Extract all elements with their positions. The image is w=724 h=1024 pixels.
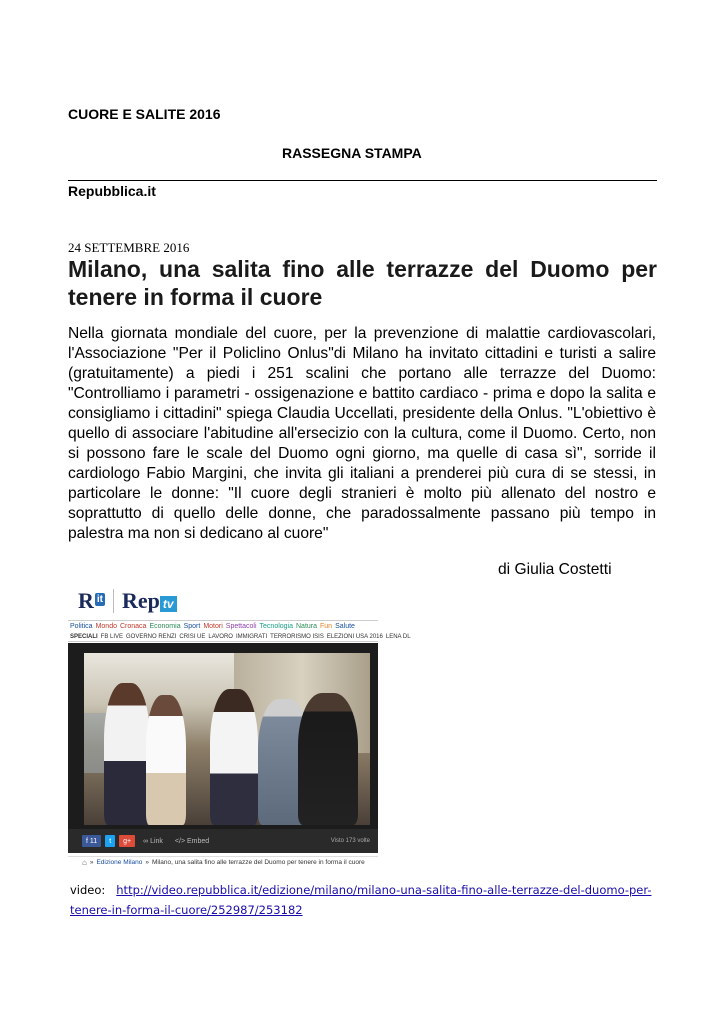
video-label: video: (70, 883, 106, 897)
divider (68, 180, 657, 181)
video-player (68, 643, 378, 829)
article-body: Nella giornata mondiale del cuore, per la prevenzione di malattie cardiovascolari, l'Associazione "Per il Policlino Onlus"di Milano ha invitato cittadini e turisti a salire (gratuitamente) a piedi i 251 scalini che portano alle terrazze del Duomo: "Controlliamo i parametri - ossigenazione e battito cardiaco - prima e dopo la salita e consigliamo i cittadini" spiega Claudia Uccellati, presidente della Onlus. "L'obiettivo è quello di associare l'abitudine all'ersecizio con la cultura, come il Duomo. Certo, non si possono fare le scale del Duomo ogni giorno, ma quelle di casa sì", sorride il cardiologo Fabio Margini, che invita gli italiani a prenderei più cura di se stessi, in particolare le donne: "Il cuore degli stranieri è molto più allenato del nostro e soprattutto di quello delle donne, che paradossalmente passano più tempo in palestra ma non si dedicano al cuore" (68, 325, 656, 542)
video-url-link[interactable]: http://video.repubblica.it/edizione/milano/milano-una-salita-fino-alle-terrazze-del-duomo-per-tenere-in-forma-il-cuore/252987/253182 (70, 883, 652, 917)
home-icon[interactable]: ⌂ (82, 858, 87, 867)
subnav-item[interactable]: TERRORISMO ISIS (270, 633, 324, 640)
breadcrumb-section[interactable]: Edizione Milano (96, 859, 143, 866)
repubblica-it-logo: R $^{it}$ (78, 588, 103, 613)
subnav-item[interactable]: IMMIGRATI (235, 633, 268, 640)
breadcrumb-separator: » (145, 859, 149, 866)
nav-item-sport[interactable]: Sport (183, 622, 201, 630)
article-headline: Milano, una salita fino alle terrazze del Duomo per tenere in forma il cuore (68, 256, 657, 310)
subnav-item[interactable]: LAVORO (208, 633, 233, 640)
nav-item-fun[interactable]: Fun (320, 622, 333, 630)
view-count: Visto 173 volte (330, 838, 370, 844)
subnav-item[interactable]: SPECIALI (70, 633, 98, 640)
publication-date: 24 SETTEMBRE 2016 (68, 240, 190, 255)
embed-icon: </> (174, 837, 186, 845)
article-byline: di Giulia Costetti (498, 561, 612, 578)
subnav-item[interactable]: FB LIVE (100, 633, 124, 640)
site-logos (78, 586, 177, 616)
nav-item-motori[interactable]: Motori (203, 622, 223, 630)
subnav-item[interactable]: GOVERNO RENZI (126, 633, 177, 640)
nav-item-salute[interactable]: Salute (335, 622, 355, 630)
reptv-logo: Rep tv (122, 588, 177, 614)
video-thumbnail (84, 653, 370, 825)
section-title: RASSEGNA STAMPA (282, 145, 422, 161)
nav-item-cronaca[interactable]: Cronaca (119, 622, 147, 630)
nav-item-tecnologia[interactable]: Tecnologia (259, 622, 293, 630)
embed-button[interactable]: </> Embed (174, 837, 210, 845)
project-title: CUORE E SALITE 2016 (68, 106, 221, 122)
subnav-item[interactable]: LENA DL (385, 633, 411, 640)
breadcrumb (68, 856, 378, 868)
nav-item-politica[interactable]: Politica (70, 622, 93, 630)
source-name: Repubblica.it (68, 183, 156, 199)
link-icon: ∞ (143, 837, 149, 845)
breadcrumb-separator: » (89, 859, 94, 866)
player-controls (68, 829, 378, 853)
facebook-share-button[interactable]: f 11 (82, 835, 101, 847)
subnav-item[interactable]: CRISI UE (179, 633, 206, 640)
nav-item-mondo[interactable]: Mondo (95, 622, 117, 630)
link-button[interactable]: ∞ Link (143, 837, 163, 845)
nav-item-natura[interactable]: Natura (296, 622, 318, 630)
breadcrumb-title: Milano, una salita fino alle terrazze del Duomo per tenere in forma il cuore (151, 859, 365, 866)
video-reference (70, 880, 670, 920)
section-nav (68, 620, 378, 631)
logo-separator (113, 589, 114, 613)
special-nav (68, 632, 411, 642)
nav-item-spettacoli[interactable]: Spettacoli (225, 622, 257, 630)
googleplus-share-button[interactable]: g+ (119, 835, 135, 847)
nav-item-economia[interactable]: Economia (149, 622, 181, 630)
twitter-share-button[interactable]: t (105, 835, 115, 847)
video-page-screenshot (68, 580, 411, 872)
subnav-item[interactable]: ELEZIONI USA 2016 (326, 633, 383, 640)
